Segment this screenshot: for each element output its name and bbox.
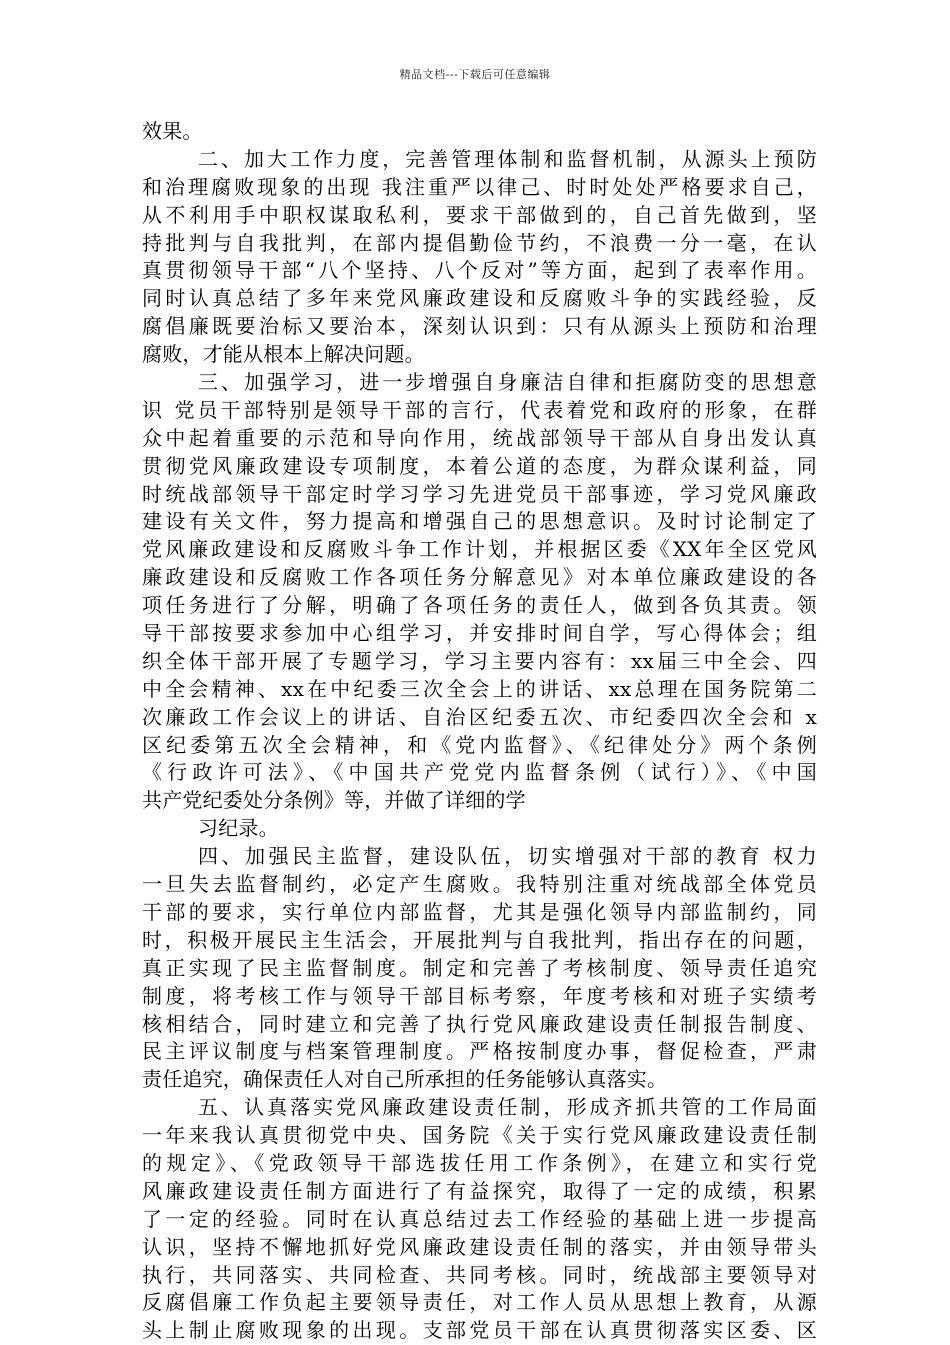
text-line: 干部的要求，实行单位内部监督，尤其是强化领导内部监制约，同: [142, 899, 817, 924]
text-line: 时统战部领导干部定时学习学习先进党员干部事迹，学习党风廉政: [142, 481, 817, 506]
text-line: 腐倡廉既要治标又要治本，深刻认识到：只有从源头上预防和治理: [142, 314, 817, 339]
text-line: 效果。: [142, 119, 203, 143]
text-line: 和治理腐败现象的出现 我注重严以律己、时时处处严格要求自己，: [142, 174, 817, 199]
text-line: 反腐倡廉工作负起主要领导责任，对工作人员从思想上教育，从源: [142, 1290, 817, 1315]
text-line: 了一定的经验。同时在认真总结过去工作经验的基础上进一步提高: [142, 1206, 817, 1231]
text-line: 五、认真落实党风廉政建设责任制，形成齐抓共管的工作局面: [198, 1095, 817, 1120]
text-line: 《行政许可法》、《中国共产党党内监督条例（试行）》、《中国: [142, 760, 817, 785]
text-line: 织全体干部开展了专题学习，学习主要内容有：xx届三中全会、四: [142, 648, 817, 673]
text-line: 建设有关文件，努力提高和增强自己的思想意识。及时讨论制定了: [142, 509, 817, 534]
text-line: 责任追究，确保责任人对自己所承担的任务能够认真落实。: [142, 1067, 668, 1092]
page-header: 精品文档---下载后可任意编辑: [399, 68, 551, 81]
text-line: 贯彻党风廉政建设专项制度，本着公道的态度，为群众谋利益，同: [142, 453, 817, 478]
text-line: 执行，共同落实、共同检查、共同考核。同时，统战部主要领导对: [142, 1262, 817, 1287]
text-line: 的规定》、《党政领导干部选拔任用工作条例》，在建立和实行党: [142, 1150, 817, 1175]
text-line: 区纪委第五次全会精神，和《党内监督》、《纪律处分》两个条例: [142, 732, 817, 757]
text-line: 习纪录。: [198, 816, 279, 841]
text-line: 认识，坚持不懈地抓好党风廉政建设责任制的落实，并由领导带头: [142, 1234, 817, 1259]
text-line: 从不利用手中职权谋取私利，要求干部做到的，自己首先做到，坚: [142, 202, 817, 227]
document-body: [142, 118, 817, 1345]
text-line: 项任务进行了分解，明确了各项任务的责任人，做到各负其责。领: [142, 593, 817, 618]
text-line: 同时认真总结了多年来党风廉政建设和反腐败斗争的实践经验，反: [142, 286, 817, 311]
text-line: 三、加强学习，进一步增强自身廉洁自律和拒腐防变的思想意: [198, 370, 817, 395]
text-line: 风廉政建设责任制方面进行了有益探究，取得了一定的成绩，积累: [142, 1178, 817, 1203]
text-line: 核相结合，同时建立和完善了执行党风廉政建设责任制报告制度、: [142, 1011, 817, 1036]
text-line: 真贯彻领导干部“八个坚持、八个反对”等方面，起到了表率作用。: [142, 258, 817, 283]
text-line: 识 党员干部特别是领导干部的言行，代表着党和政府的形象，在群: [142, 397, 817, 422]
text-line: 持批判与自我批判，在部内提倡勤俭节约，不浪费一分一毫，在认: [142, 230, 817, 255]
text-line: 民主评议制度与档案管理制度。严格按制度办事，督促检查，严肃: [142, 1039, 817, 1064]
text-line: 制度，将考核工作与领导干部目标考察，年度考核和对班子实绩考: [142, 983, 817, 1008]
text-line: 导干部按要求参加中心组学习，并安排时间自学，写心得体会；组: [142, 621, 817, 646]
text-line: 一年来我认真贯彻党中央、国务院《关于实行党风廉政建设责任制: [142, 1123, 817, 1148]
text-line: 次廉政工作会议上的讲话、自治区纪委五次、市纪委四次全会和 x: [142, 704, 817, 729]
text-line: 四、加强民主监督，建设队伍，切实增强对干部的教育 权力: [198, 844, 817, 869]
text-line: 廉政建设和反腐败工作各项任务分解意见》对本单位廉政建设的各: [142, 565, 817, 590]
text-line: 时，积极开展民主生活会，开展批判与自我批判，指出存在的问题，: [142, 927, 817, 952]
text-line: 一旦失去监督制约，必定产生腐败。我特别注重对统战部全体党员: [142, 872, 817, 897]
text-line: 党风廉政建设和反腐败斗争工作计划，并根据区委《XX年全区党风: [142, 537, 817, 562]
text-line: 真正实现了民主监督制度。制定和完善了考核制度、领导责任追究: [142, 955, 817, 980]
text-line: 众中起着重要的示范和导向作用，统战部领导干部从自身出发认真: [142, 425, 817, 450]
text-line: 头上制止腐败现象的出现。支部党员干部在认真贯彻落实区委、区: [142, 1318, 817, 1343]
text-line: 中全会精神、xx在中纪委三次全会上的讲话、xx总理在国务院第二: [142, 676, 817, 701]
text-line: 腐败，才能从根本上解决问题。: [142, 342, 425, 367]
text-line: 共产党纪委处分条例》等，并做了详细的学: [142, 788, 526, 813]
text-line: 二、加大工作力度，完善管理体制和监督机制，从源头上预防: [198, 146, 817, 171]
